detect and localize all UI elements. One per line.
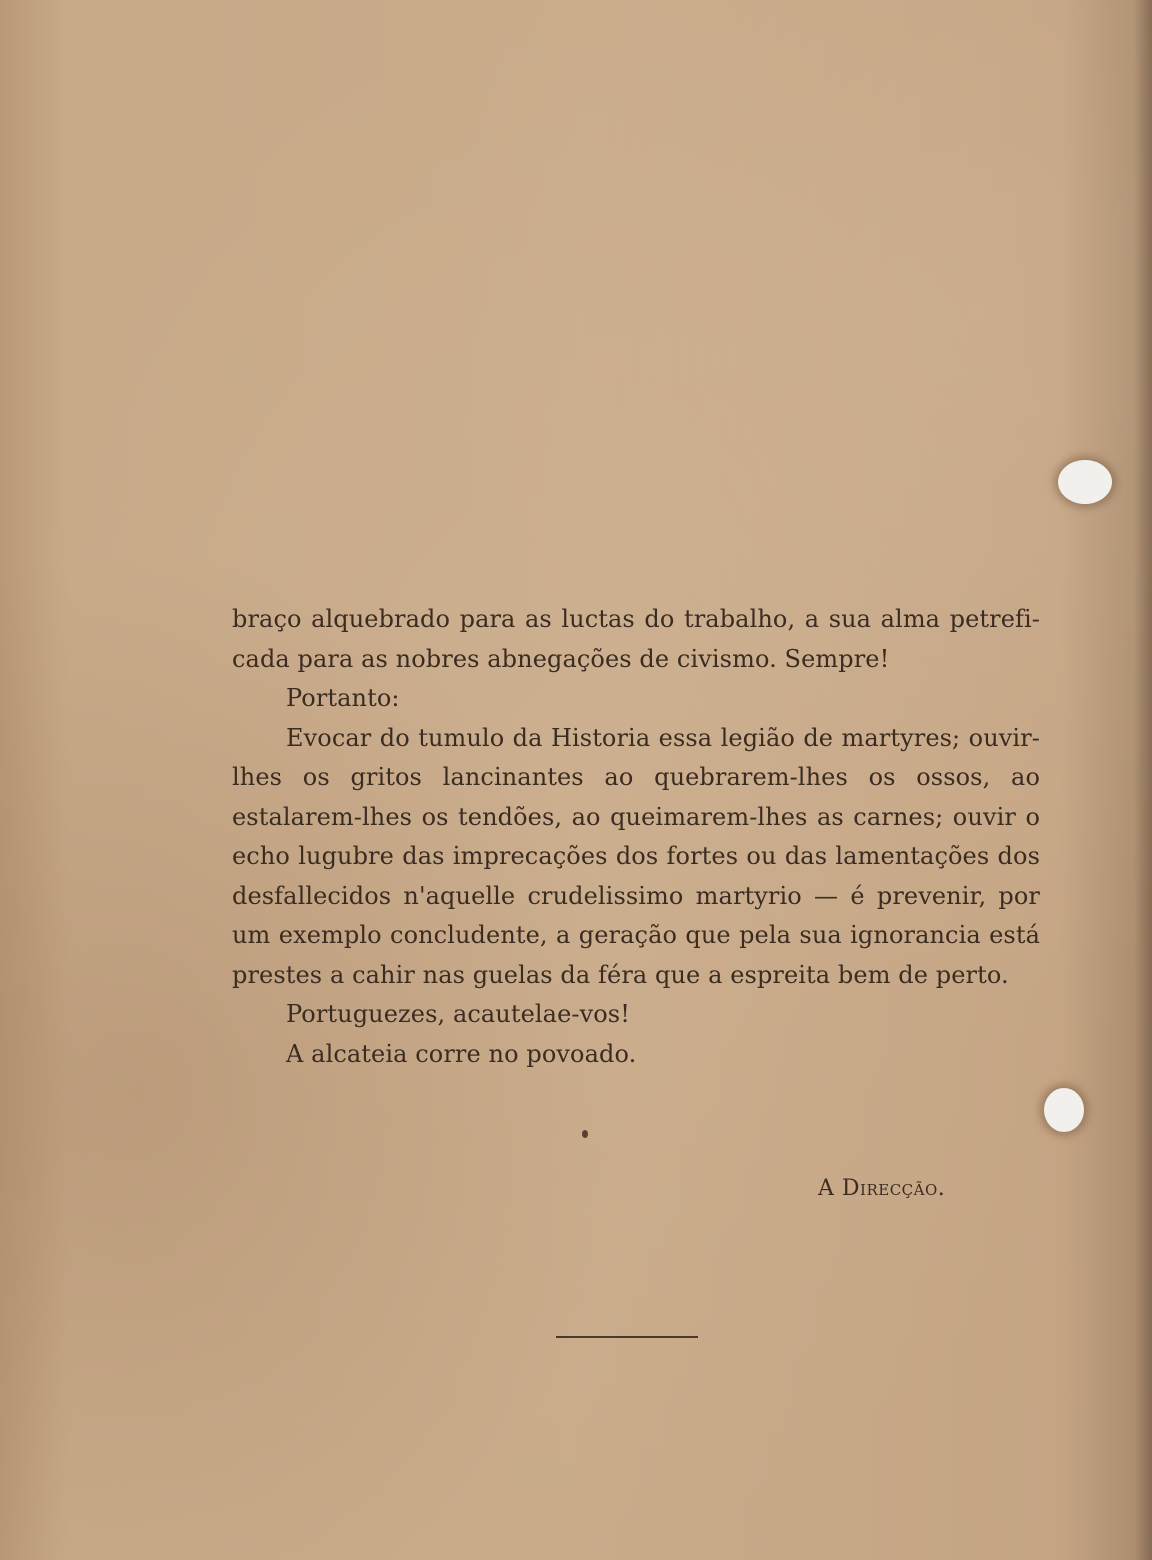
ink-dot (582, 1130, 588, 1138)
horizontal-rule (556, 1336, 698, 1338)
paragraph-portuguezes: Portuguezes, acautelae-vos! (286, 1000, 630, 1028)
punch-hole-bottom (1044, 1088, 1084, 1132)
paragraph-alcateia: A alcateia corre no povoado. (286, 1039, 637, 1068)
paragraph-portanto: Portanto: (286, 684, 400, 712)
page-edge-shadow (1134, 0, 1152, 1560)
signature: A Direcção. (818, 1176, 946, 1201)
paragraph-evocar: Evocar do tumulo da Historia essa legião de martyres; ouvir-lhes os gritos lancinantes ao quebrarem-lhes os ossos, ao estalarem-lhes os tendões, ao queimarem-lhes as carnes; ouvir o echo lugubre das imprecações dos fortes ou das lamentações dos desfallecidos n'aquelle crudelissimo martyrio — é prevenir, por um exemplo concludente, a geração que pela sua ignorancia está prestes a cahir nas guelas da féra que a espreita bem de perto. (232, 723, 1040, 989)
punch-hole-top (1058, 460, 1112, 504)
paragraph-continuation: braço alquebrado para as luctas do trabalho, a sua alma petrefi-cada para as nobres abnegações de civismo. Sempre! (232, 605, 1040, 673)
body-text (232, 600, 1040, 1074)
